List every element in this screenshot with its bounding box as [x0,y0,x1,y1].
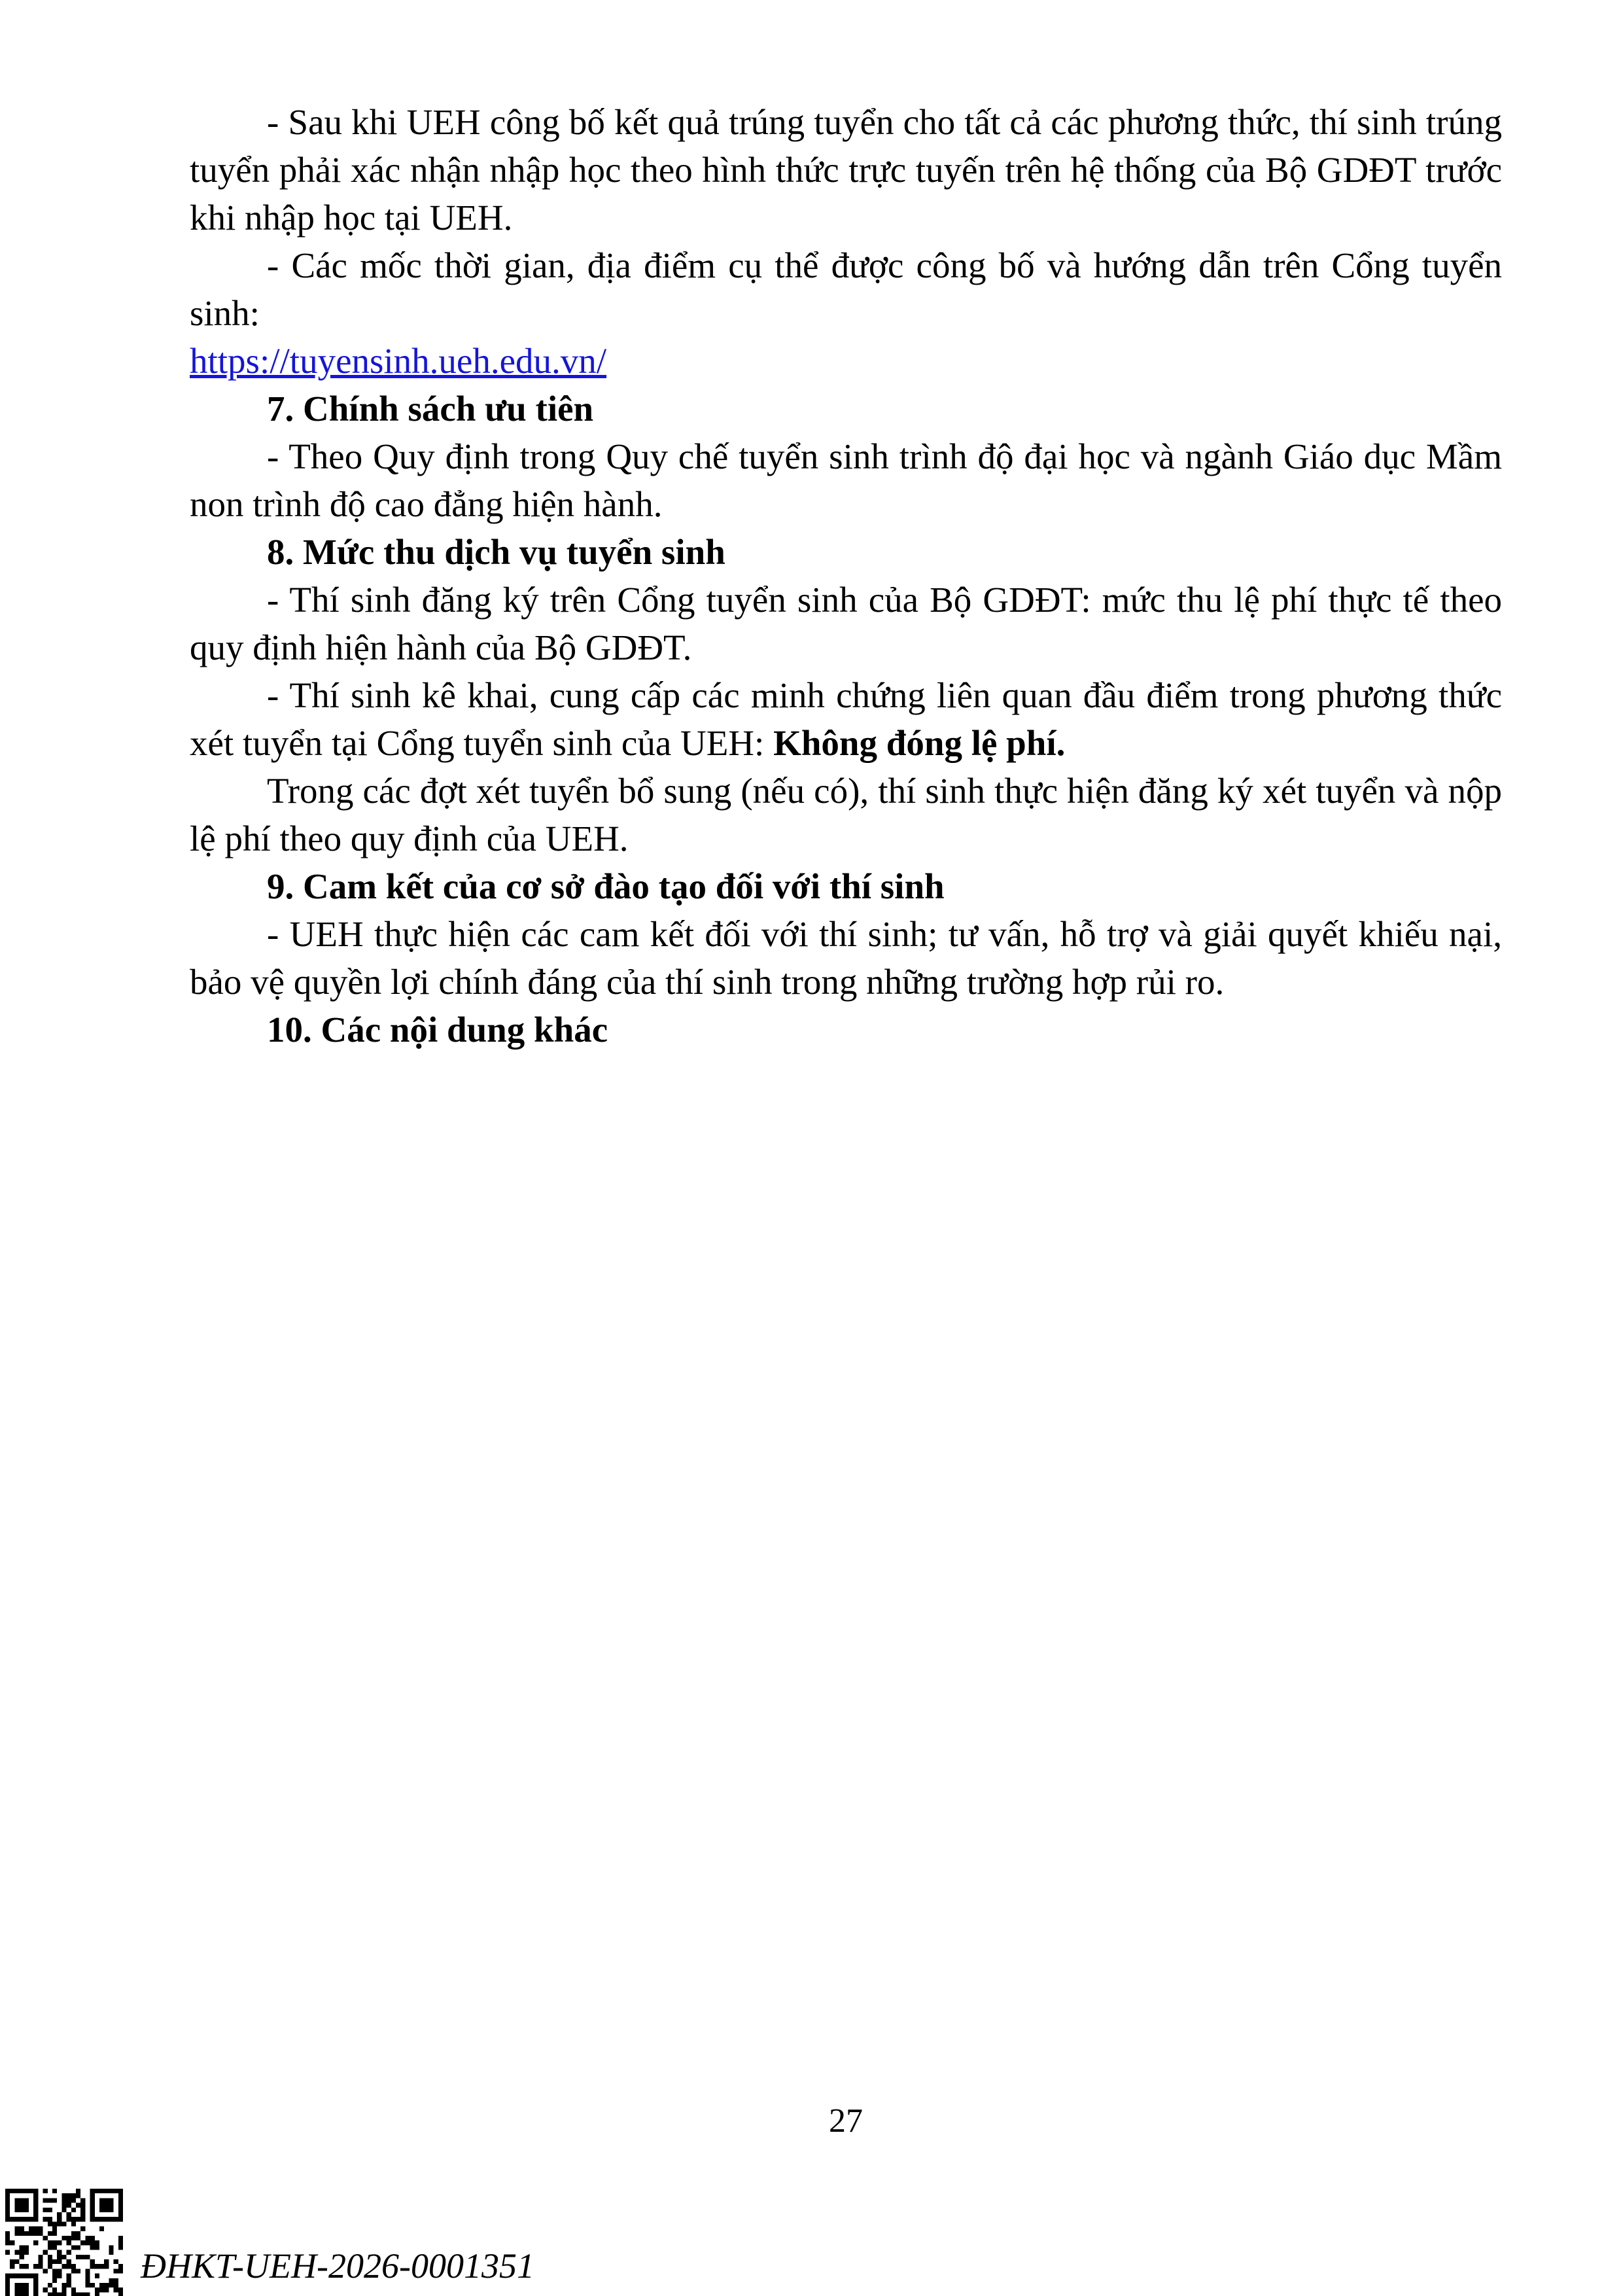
paragraph-schedule-info: - Các mốc thời gian, địa điểm cụ thể được công bố và hướng dẫn trên Cổng tuyển sinh: [190,245,1502,333]
document-code: ĐHKT-UEH-2026-0001351 [141,2246,534,2286]
paragraph-confirm-admission: - Sau khi UEH công bố kết quả trúng tuyển cho tất cả các phương thức, thí sinh trúng tuyển phải xác nhận nhập học theo hình thức trực tuyến trên hệ thống của Bộ GDĐT trước khi nhập học tại UEH. [190,102,1502,238]
page-number: 27 [829,2102,863,2140]
admissions-portal-link[interactable]: https://tuyensinh.ueh.edu.vn/ [190,341,607,381]
section-heading-7-priority-policy: 7. Chính sách ưu tiên [267,389,594,429]
document-body [190,98,1502,1053]
qr-code [5,2189,123,2296]
paragraph-priority-regulation: - Theo Quy định trong Quy chế tuyển sinh trình độ đại học và ngành Giáo dục Mầm non trình độ cao đẳng hiện hành. [190,436,1502,524]
paragraph-supplementary-rounds: Trong các đợt xét tuyển bổ sung (nếu có), thí sinh thực hiện đăng ký xét tuyển và nộp lệ phí theo quy định của UEH. [190,771,1502,858]
paragraph-ueh-portal-fee-text: - Thí sinh kê khai, cung cấp các minh chứng liên quan đầu điểm trong phương thức xét tuyển tại Cổng tuyển sinh của UEH: [190,675,1502,763]
section-heading-10-other-contents: 10. Các nội dung khác [267,1010,608,1050]
no-fee-emphasis: Không đóng lệ phí. [773,723,1066,763]
paragraph-commitments: - UEH thực hiện các cam kết đối với thí sinh; tư vấn, hỗ trợ và giải quyết khiếu nại, bảo vệ quyền lợi chính đáng của thí sinh trong những trường hợp rủi ro. [190,914,1502,1002]
section-heading-9-commitments: 9. Cam kết của cơ sở đào tạo đối với thí sinh [267,866,945,906]
paragraph-moet-fee: - Thí sinh đăng ký trên Cổng tuyển sinh của Bộ GDĐT: mức thu lệ phí thực tế theo quy định hiện hành của Bộ GDĐT. [190,580,1502,667]
section-heading-8-service-fees: 8. Mức thu dịch vụ tuyển sinh [267,532,725,572]
paragraph-ueh-portal-fee [190,671,1502,767]
link-line [190,337,1502,385]
